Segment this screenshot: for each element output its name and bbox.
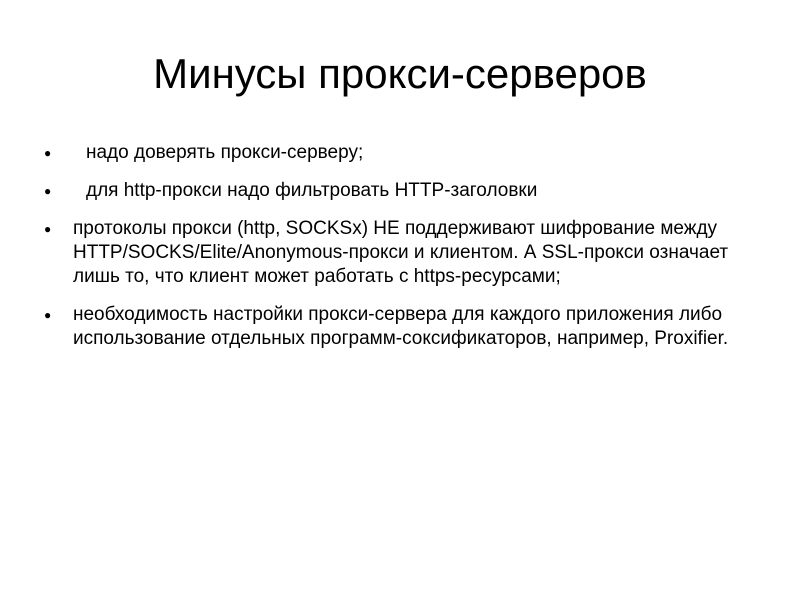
- bullet-item: [40, 217, 780, 289]
- bullet-text: для http-прокси надо фильтровать HTTP-заголовки: [86, 180, 538, 201]
- bullet-dot-icon: ●: [44, 184, 52, 198]
- bullet-item: [40, 179, 780, 203]
- bullet-item: [40, 303, 780, 351]
- bullet-dot-icon: ●: [44, 146, 52, 160]
- bullet-item: [40, 141, 780, 165]
- bullet-dot-icon: ●: [44, 222, 52, 236]
- bullet-text: протоколы прокси (http, SOCKSx) НЕ поддерживают шифрование между HTTP/SOCKS/Elite/Anonymous-прокси и клиентом. А SSL-прокси означает лишь то, что клиент может работать с https-ресурсами;: [73, 218, 729, 287]
- slide-title: Минусы прокси-серверов: [153, 50, 647, 97]
- bullet-text: необходимость настройки прокси-сервера для каждого приложения либо использование отдельных программ-соксификаторов, например, Proxifier.: [73, 304, 729, 349]
- bullet-list: [40, 141, 780, 365]
- bullet-text: надо доверять прокси-серверу;: [86, 142, 364, 163]
- bullet-dot-icon: ●: [44, 308, 52, 322]
